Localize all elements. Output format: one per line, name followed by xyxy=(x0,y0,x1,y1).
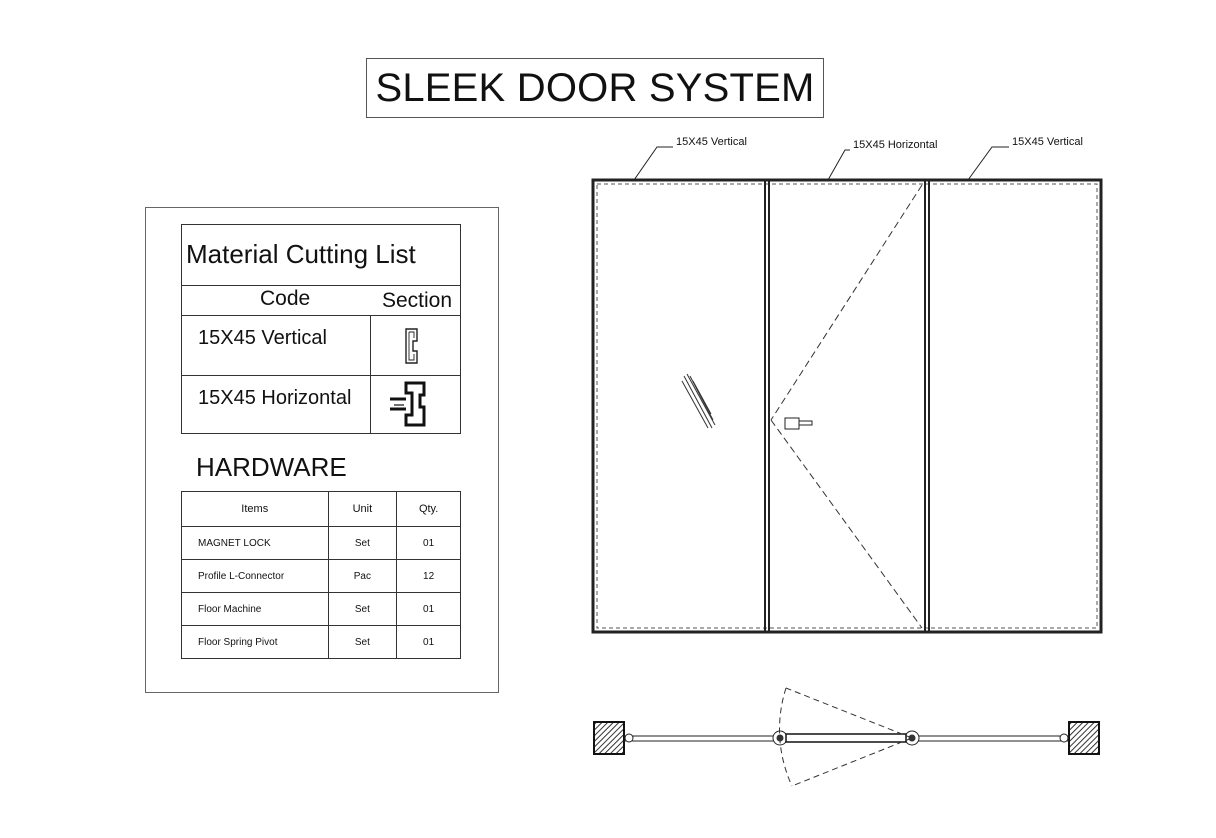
column-header-qty: Qty. xyxy=(397,492,461,527)
hardware-qty: 01 xyxy=(397,593,461,626)
mullions xyxy=(765,180,929,632)
label-right-vertical: 15X45 Vertical xyxy=(1012,136,1083,148)
label-left-vertical: 15X45 Vertical xyxy=(676,136,747,148)
hardware-item: MAGNET LOCK xyxy=(182,527,329,560)
hardware-unit: Set xyxy=(328,527,397,560)
door-swing-lines xyxy=(771,185,922,628)
material-row-code: 15X45 Vertical xyxy=(198,327,327,349)
hardware-qty: 01 xyxy=(397,626,461,659)
material-cutting-list-heading: Material Cutting List xyxy=(186,239,416,269)
column-header-section: Section xyxy=(382,289,453,312)
leader-lines xyxy=(634,147,1009,180)
hardware-item: Floor Machine xyxy=(182,593,329,626)
hardware-item: Floor Spring Pivot xyxy=(182,626,329,659)
column-header-items: Items xyxy=(182,492,329,527)
glass-reflection-hatch xyxy=(682,374,715,428)
label-center-horizontal: 15X45 Horizontal xyxy=(853,139,938,151)
hardware-unit: Set xyxy=(328,626,397,659)
plan-view xyxy=(594,688,1099,786)
hardware-heading: HARDWARE xyxy=(196,452,347,482)
column-header-code: Code xyxy=(260,287,311,310)
hardware-qty: 12 xyxy=(397,560,461,593)
hardware-qty: 01 xyxy=(397,527,461,560)
hardware-unit: Pac xyxy=(328,560,397,593)
column-header-unit: Unit xyxy=(328,492,397,527)
door-handle-icon xyxy=(785,418,812,429)
hardware-unit: Set xyxy=(328,593,397,626)
outer-frame xyxy=(593,180,1101,632)
page-title: SLEEK DOOR SYSTEM xyxy=(375,65,815,110)
hardware-item: Profile L-Connector xyxy=(182,560,329,593)
material-row-code: 15X45 Horizontal xyxy=(198,387,352,409)
